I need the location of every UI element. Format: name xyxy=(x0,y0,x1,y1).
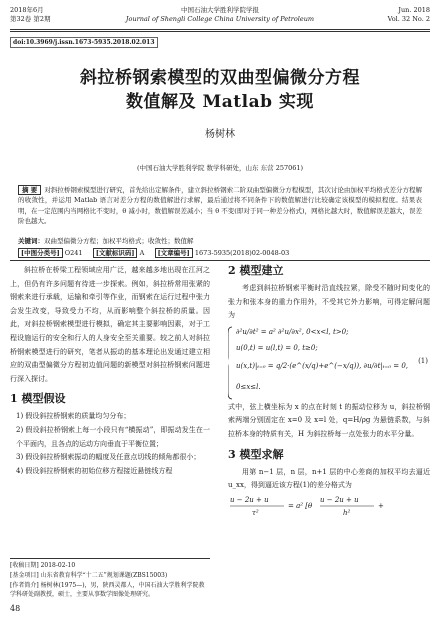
header-center xyxy=(10,6,430,23)
section-3-title: 3 模型求解 xyxy=(228,447,284,461)
section-2-title: 2 模型建立 xyxy=(228,264,284,277)
equation-explanation: 式中，弦上横坐标为 x 的点在时刻 t 的振动位移为 u，斜拉桥钢索两端分别固定在 x=0 及 x=l 处，q=H/ρg 为悬链系数，与斜拉桥本身的特质有关，H 为斜拉桥每一点处张力的水平分量。 xyxy=(228,402,430,438)
header-rule-2 xyxy=(10,31,430,32)
right-column xyxy=(228,264,430,524)
section-3-paragraph: 用第 n−1 层，n 层，n+1 层的中心差商的加权平均去逼近 u_xx，得到逼近该方程(1)的差分格式为 xyxy=(228,467,430,490)
keywords xyxy=(18,236,422,246)
header-rule xyxy=(10,29,430,30)
assumption-1: 1) 假设斜拉桥钢索的质量均匀分布； xyxy=(16,412,131,421)
svg-text:τ²: τ² xyxy=(252,508,259,517)
left-column xyxy=(10,264,210,478)
svg-text:∂²u/∂t² = a² ∂²u/∂x², 0<x<l,: ∂²u/∂t² = a² ∂²u/∂x², 0<x<l, t>0; xyxy=(236,327,349,336)
doc-value: A xyxy=(139,249,145,257)
journal-name-cn: 中国石油大学胜利学院学报 xyxy=(181,6,259,14)
header-volume-en: Vol. 32 No. 2 xyxy=(387,14,430,23)
section-2-paragraph: 考虑到斜拉桥钢索平衡时沿直线拉紧，除受不随时间变化的张力和张本身的重力作用外，不受其它外力影响，可得定解问题为 xyxy=(228,284,430,320)
svg-text:u − 2u + u: u − 2u + u xyxy=(230,495,269,504)
title-line-2: 数值解及 Matlab 实现 xyxy=(126,92,314,112)
assumption-2: 2) 假设斜拉桥钢索上每一小段只有“横振动”，即振动发生在一个平面内，且各点的运动方向垂直于平衡位置； xyxy=(16,425,210,448)
abstract-rule xyxy=(10,260,430,261)
article-label: [文章编号] xyxy=(155,248,193,258)
journal-name-en: Journal of Shengli College China University of Petroleum xyxy=(125,14,315,23)
class-label: [中图分类号] xyxy=(18,248,63,258)
section-1-title: 1 模型假设 xyxy=(10,392,66,406)
author-name: 杨树林 xyxy=(205,129,235,140)
doc-label: [文献标识码] xyxy=(93,248,138,258)
equation-system xyxy=(228,323,430,401)
equation-1 xyxy=(228,323,430,401)
keywords-text: 双曲型偏微分方程；加权平均格式；收敛性；数值解 xyxy=(44,237,194,245)
assumption-3: 3) 假设斜拉桥钢索振动的幅度及任意点切线的倾角都很小； xyxy=(16,453,201,462)
header-right xyxy=(388,6,430,23)
equation-number: (1) xyxy=(418,356,428,365)
class-value: O241 xyxy=(64,249,83,257)
header-volume: 第32卷 第2期 xyxy=(10,14,51,23)
doi-label: doi:10.3969/j.issn.1673-5935.2018.02.013 xyxy=(10,37,158,48)
paper-title xyxy=(0,66,440,114)
abstract-label: 摘 要 xyxy=(18,185,41,195)
svg-text:u − 2u + u: u − 2u + u xyxy=(320,495,359,504)
footnote-fund: [基金项目] 山东省教育科学“十二五”规划课题(ZBS15003) xyxy=(10,572,168,579)
page-number: 48 xyxy=(10,604,21,613)
article-value: 1673-5935(2018)02-0048-03 xyxy=(194,249,290,257)
svg-text:h²: h² xyxy=(343,508,351,517)
header-date-en: Jun. 2018 xyxy=(398,6,430,14)
affiliation: (中国石油大学胜利学院 数学科研处，山东 东营 257061) xyxy=(136,164,304,172)
footnote-author: [作者简介] 杨树林(1975—)，男，陕西灵都人，中国石油大学胜利学院教学科研处副教授，硕士，主要从事数学图像处理研究。 xyxy=(10,582,205,598)
keywords-label: 关键词： xyxy=(18,237,44,245)
footnote-rule xyxy=(10,558,210,559)
svg-text:u(0,t) = u(l,t) = 0, t≥0;: u(0,t) = u(l,t) = 0, t≥0; xyxy=(236,343,318,352)
svg-text:= a² [θ: = a² [θ xyxy=(288,501,313,510)
classification-line xyxy=(18,248,422,258)
difference-scheme-equation xyxy=(228,493,430,519)
assumption-4: 4) 假设斜拉桥钢索的初始位移方程接近悬链线方程 xyxy=(16,466,173,475)
title-line-1: 斜拉桥钢索模型的双曲型偏微分方程 xyxy=(80,68,360,88)
footnote-received: [收稿日期] 2018-02-10 xyxy=(10,562,76,569)
header-date: 2018年6月 xyxy=(10,6,44,14)
svg-text:+: + xyxy=(378,501,384,510)
abstract xyxy=(18,185,422,226)
svg-text:u(x,t)|ₜ₌₀ = q/2·(e^(x/q)+e^(−: u(x,t)|ₜ₌₀ = q/2·(e^(x/q)+e^(−x/q)), ∂u/∂t|ₜ₌₀ = 0, xyxy=(236,361,409,370)
intro-paragraph: 斜拉桥在桥梁工程领域应用广泛，越来越多地出现在江河之上，但仍有许多问题有待进一步探索。例如，斜拉桥常用张紧的钢索来进行承载，运输和牵引等作业，而钢索在运行过程中张力会发生改变，导致受力不均，从而影响整个斜拉桥的质量。因此，对斜拉桥钢索模型进行模拟，确定其主要影响因素，对于工程设施运行的安全和行人的人身安全至关重要。较之前人对斜拉桥钢索模型进行的研究，笔者从振动的基本理论出发通过建立相应的双曲型偏微分方程初边值问题的新模型对斜拉桥钢索问题进行深入探讨。 xyxy=(10,266,210,383)
svg-text:0≤x≤l.: 0≤x≤l. xyxy=(236,382,261,391)
abstract-text: 对斜拉桥钢索模型进行研究，首先给出定解条件，建立斜拉桥钢索二阶双曲型偏微分方程模型，其次讨论由加权平均格式差分方程解的收敛性，并运用 Matlab 语言对差分方程的数值解进行求解，最后通过将不同条件下的数值解进行比较确定该模型的模拟程度。结果表明，在一定范围内当网格比不变时，θ 减小时，数值解误差减小；当 θ 不变(即对于同一种差分格式)，网格比越大时，数值解误差越大，误差阶也越大。 xyxy=(18,186,423,225)
